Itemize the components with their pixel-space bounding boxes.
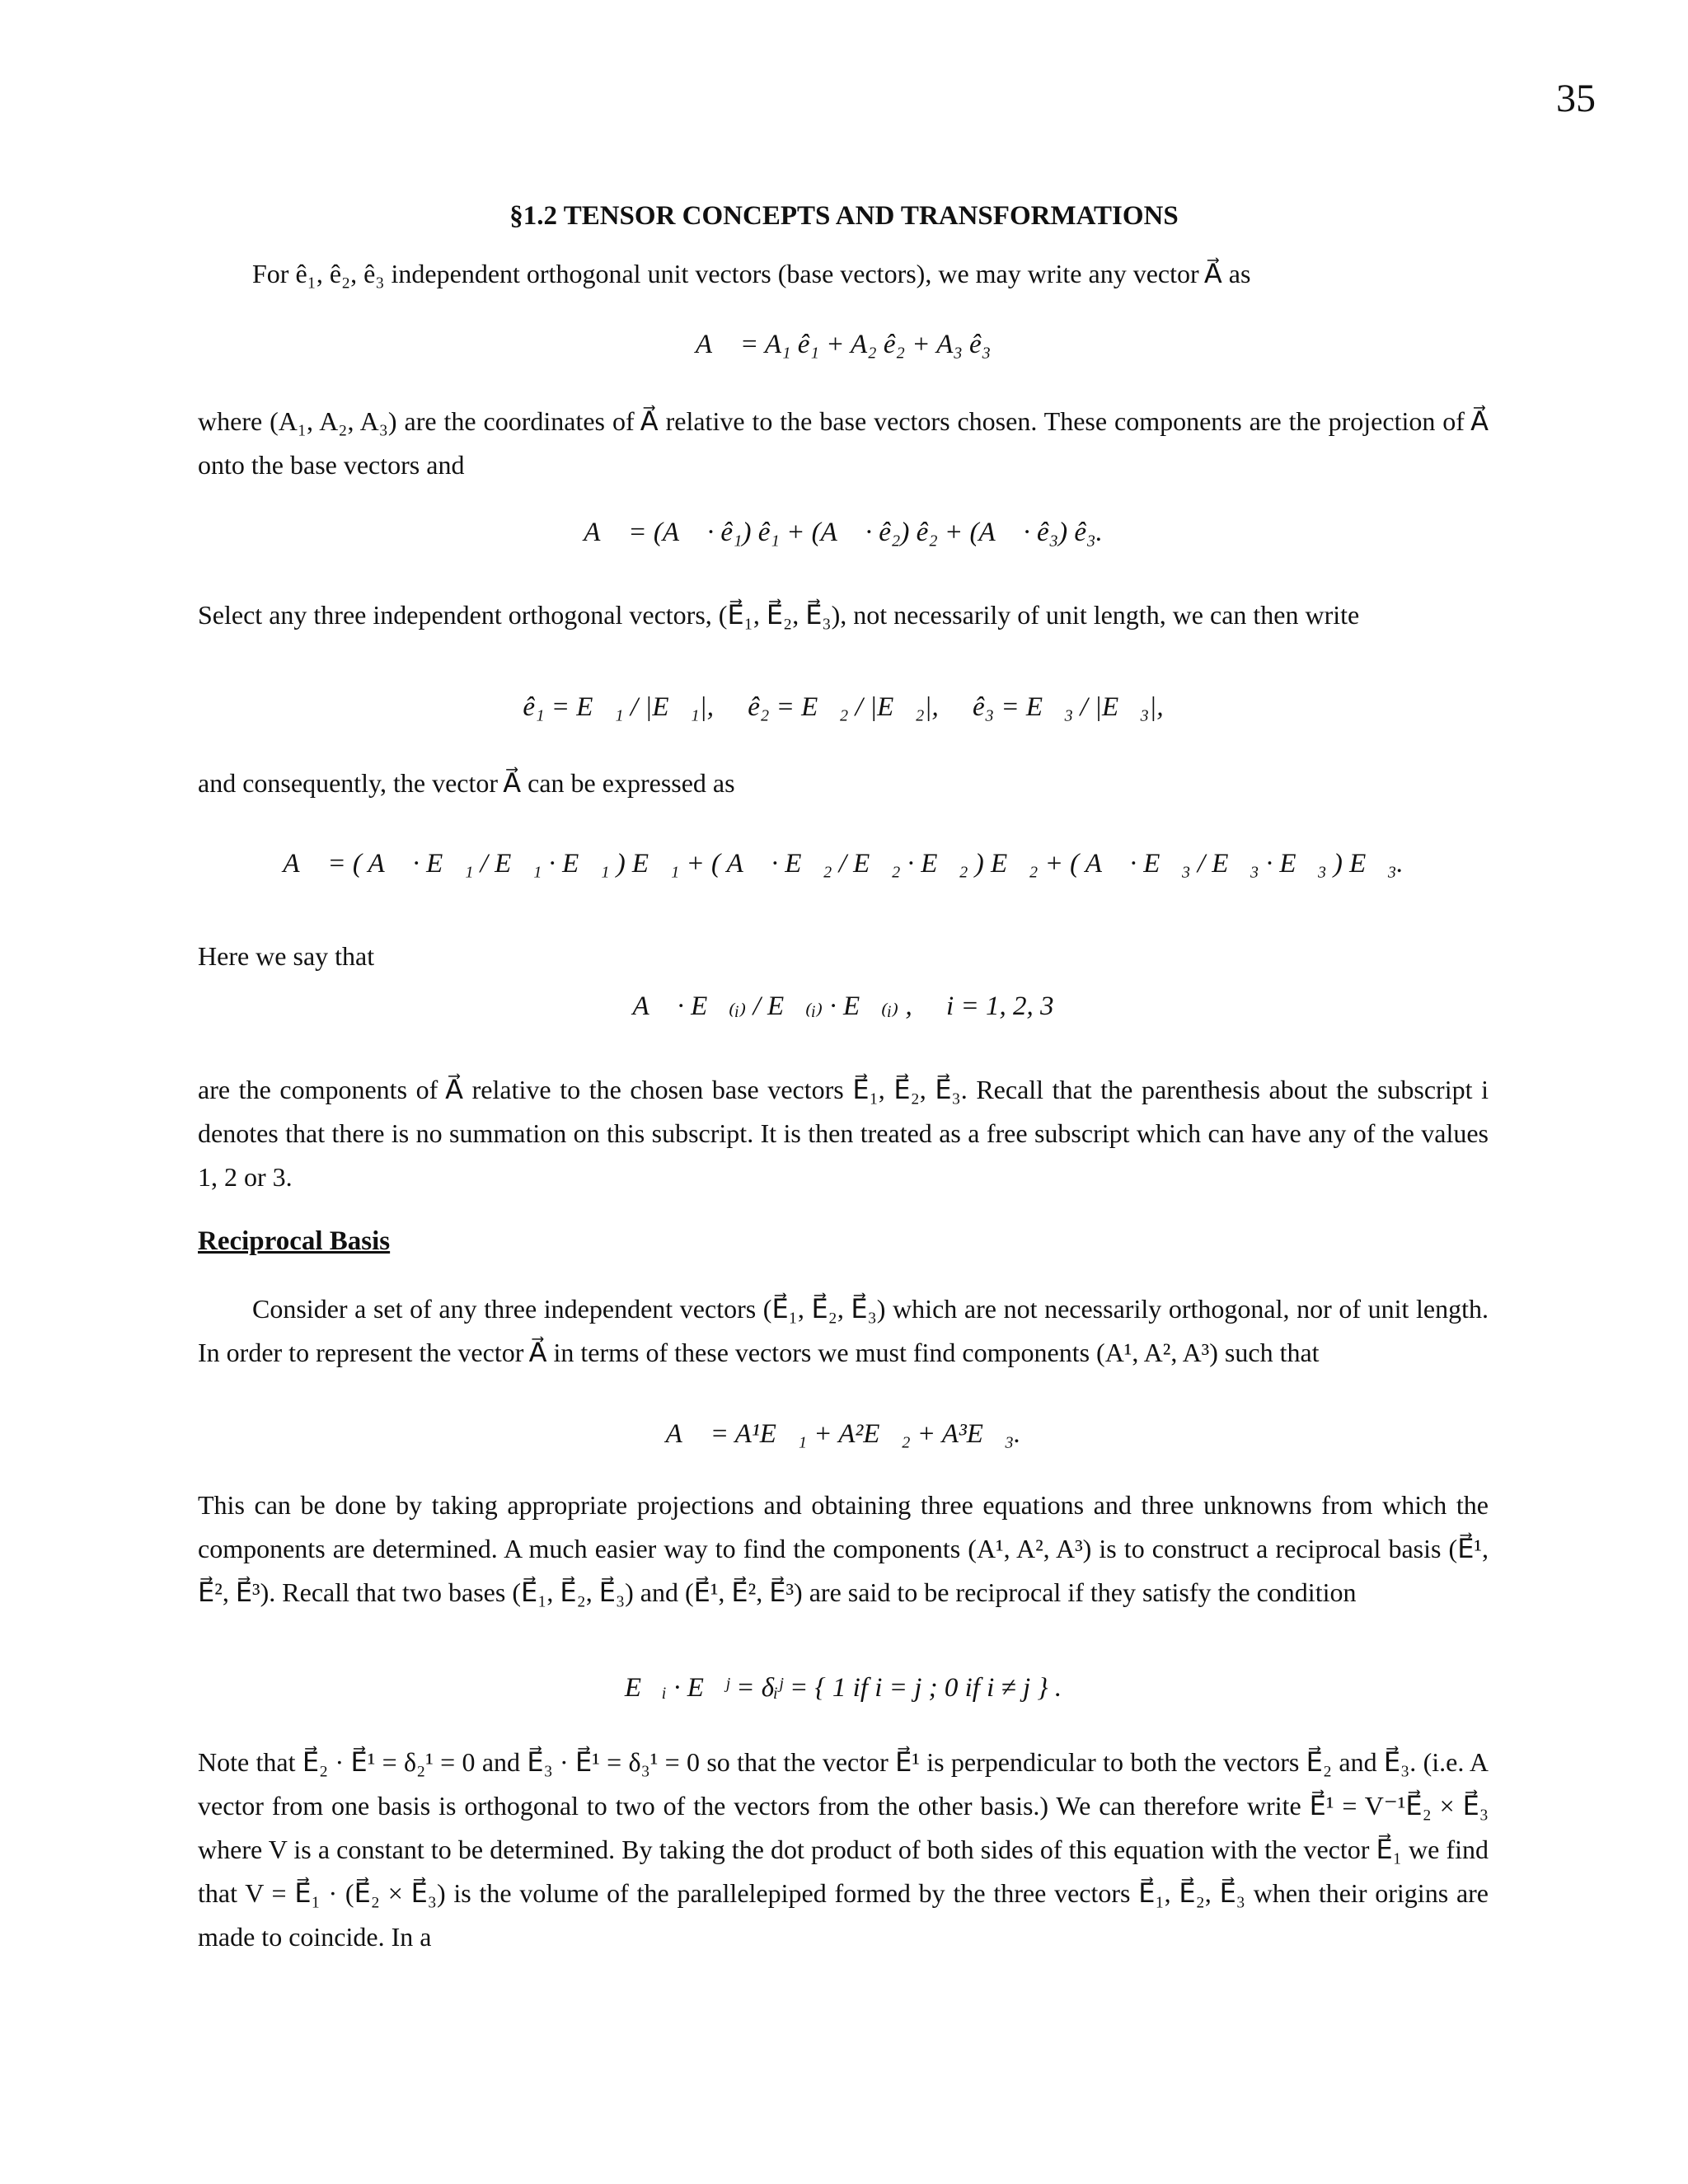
paragraph-reciprocal-basis: This can be done by taking appropriate projections and obtaining three equations and three unknowns from which the components are determined. A much easier way to find the components (A¹, A², A³) is to construct a reciprocal basis (E⃗¹, E⃗², E⃗³). Recall that two bases (E⃗₁, E⃗₂, E⃗₃) and (E⃗¹, E⃗², E⃗³) are said to be reciprocal if they satisfy the condition — [198, 1490, 1489, 1607]
section-title: §1.2 TENSOR CONCEPTS AND TRANSFORMATIONS — [509, 201, 1179, 231]
paragraph-reciprocal-intro: Consider a set of any three independent vectors (E⃗₁, E⃗₂, E⃗₃) which are not necessarily orthogonal, nor of unit length. In order to represent the vector A⃗ in terms of these vectors we must find components (A¹, A², A³) such that — [198, 1294, 1489, 1367]
equation-contravariant-expansion: A⃗ = A¹E⃗₁ + A²E⃗₂ + A³E⃗₃. — [665, 1419, 1021, 1449]
equation-projection-expansion: A⃗ = (A⃗ · ê₁) ê₁ + (A⃗ · ê₂) ê₂ + (A⃗ · ê₃) ê₃. — [584, 518, 1103, 547]
paragraph-unit-vectors: For ê₁, ê₂, ê₃ independent orthogonal unit vectors (base vectors), we may write any vector A⃗ as — [252, 259, 1251, 288]
page-number: 35 — [1556, 77, 1596, 120]
subsection-heading: Reciprocal Basis — [198, 1226, 391, 1256]
paragraph-consequently: and consequently, the vector A⃗ can be expressed as — [198, 768, 735, 798]
equation-vector-components: A⃗ = ( A⃗ · E⃗₁ / E⃗₁ · E⃗₁ ) E⃗₁ + ( A⃗ · E⃗₂ / E⃗₂ · E⃗₂ ) E⃗₂ + ( A⃗ · E⃗₃ / E⃗₃ · E⃗₃ ) E⃗₃. — [283, 849, 1404, 879]
paragraph-orthogonal-vectors: Select any three independent orthogonal vectors, (E⃗₁, E⃗₂, E⃗₃), not necessarily of unit length, we can then write — [198, 600, 1360, 630]
equation-vector-unit-expansion: A⃗ = A₁ ê₁ + A₂ ê₂ + A₃ ê₃ — [695, 330, 992, 359]
equation-component-definition: A⃗ · E⃗₍ᵢ₎ / E⃗₍ᵢ₎ · E⃗₍ᵢ₎ , i = 1, 2, 3 — [632, 991, 1054, 1021]
equation-kronecker-delta: E⃗ᵢ · E⃗ʲ = δᵢʲ = { 1 if i = j ; 0 if i ≠ j } . — [624, 1673, 1062, 1703]
paragraph-coordinates: where (A₁, A₂, A₃) are the coordinates of A⃗ relative to the base vectors chosen. These components are the projection of A⃗ onto the base vectors and — [198, 406, 1489, 480]
paragraph-perpendicular-note: Note that E⃗₂ · E⃗¹ = δ₂¹ = 0 and E⃗₃ · E⃗¹ = δ₃¹ = 0 so that the vector E⃗¹ is perpendicular to both the vectors E⃗₂ and E⃗₃. (i.e. A vector from one basis is orthogonal to two of the vectors from the other basis.) We can therefore write E⃗¹ = V⁻¹E⃗₂ × E⃗₃ where V is a constant to be determined. By taking the dot product of both sides of this equation with the vector E⃗₁ we find that V = E⃗₁ · (E⃗₂ × E⃗₃) is the volume of the parallelepiped formed by the three vectors E⃗₁, E⃗₂, E⃗₃ when their origins are made to coincide. In a — [198, 1747, 1489, 1952]
equation-unit-vector-normalization: ê₁ = E⃗₁ / |E⃗₁|, ê₂ = E⃗₂ / |E⃗₂|, ê₃ = E⃗₃ / |E⃗₃|, — [523, 692, 1164, 722]
paragraph-components-note: are the components of A⃗ relative to the chosen base vectors E⃗₁, E⃗₂, E⃗₃. Recall that the parenthesis about the subscript i denotes that there is no summation on this subscript. It is then treated as a free subscript which can have any of the values 1, 2 or 3. — [198, 1075, 1489, 1192]
paragraph-here-we-say: Here we say that — [198, 941, 375, 971]
